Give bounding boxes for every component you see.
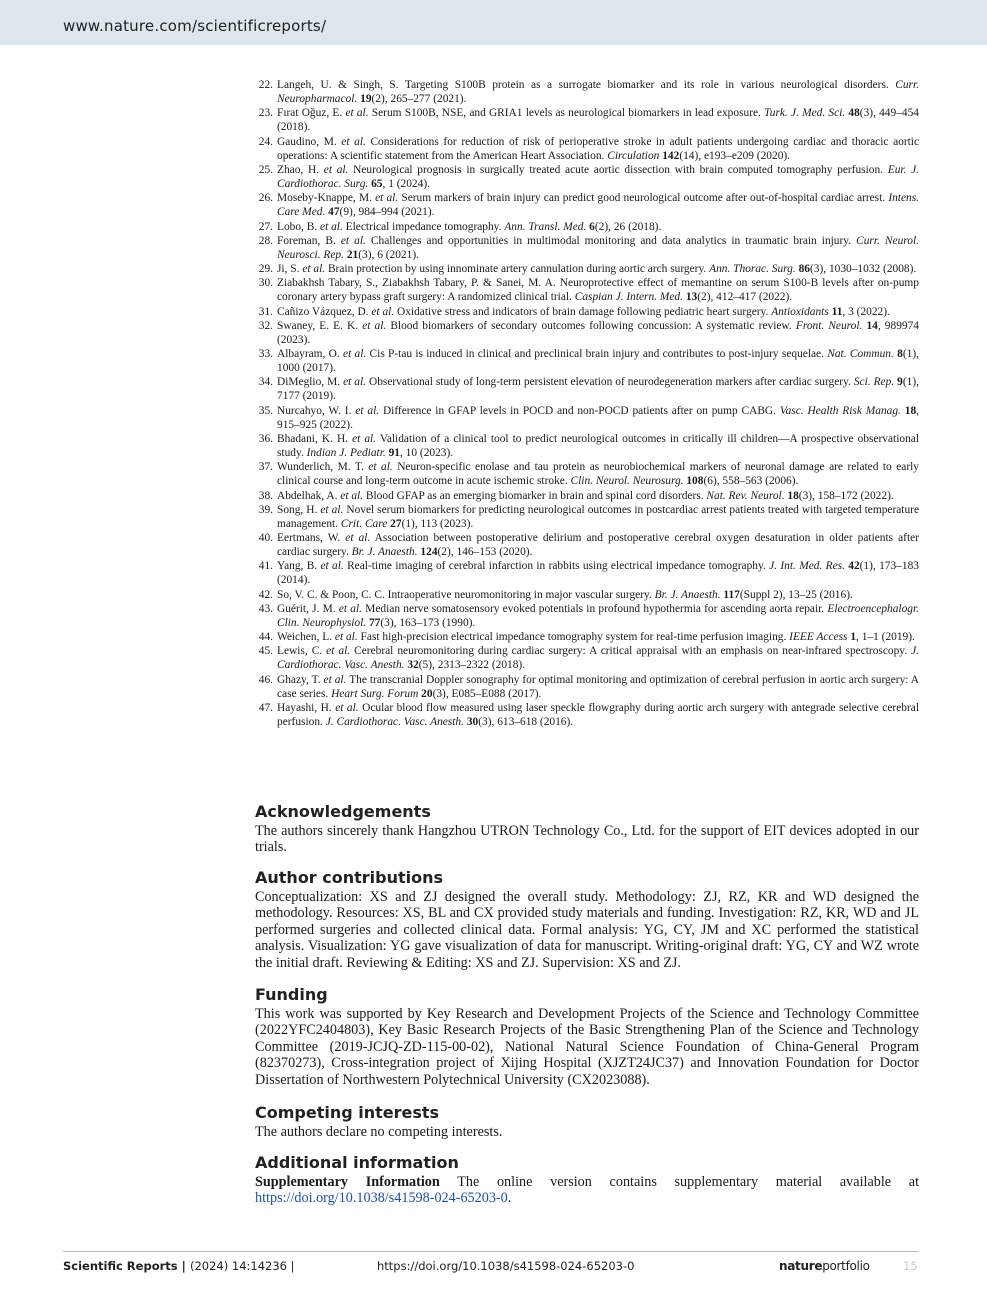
supplementary-text: The online version contains supplementary material available at	[439, 1174, 920, 1190]
reference-number: 38.	[258, 489, 273, 502]
reference-item	[255, 701, 919, 729]
reference-item	[255, 276, 919, 304]
reference-item	[255, 644, 919, 672]
reference-item	[255, 234, 919, 262]
reference-number: 32.	[258, 319, 273, 332]
reference-item	[255, 191, 919, 219]
reference-text: Song, H. et al. Novel serum biomarkers for predicting neurological outcomes in postcardiac arrest patients treated with targeted temperature management. Crit. Care 27(1), 113 (2023).	[277, 503, 920, 530]
reference-item	[255, 404, 919, 432]
reference-text: Ziabakhsh Tabary, S., Ziabakhsh Tabary, P. & Sanei, M. A. Neuroprotective effect of memantine on serum S100-B levels after on-pump coronary artery bypass graft surgery: A randomized clinical trial. Caspian J. Intern. Med. 13(2), 412–417 (2022).	[277, 277, 919, 304]
reference-text: Ghazy, T. et al. The transcranial Doppler sonography for optimal monitoring and optimization of cerebral perfusion in aortic arch surgery: A case series. Heart Surg. Forum 20(3), E085–E088 (2017).	[277, 673, 919, 700]
reference-text: DiMeglio, M. et al. Observational study of long-term persistent elevation of neurodegeneration markers after cardiac surgery. Sci. Rep. 9(1), 7177 (2019).	[277, 376, 919, 403]
reference-text: Gaudino, M. et al. Considerations for reduction of risk of perioperative stroke in adult patients undergoing cardiac and thoracic aortic operations: A scientific statement from the American Heart Association. Circulation 142(14), e193–e209 (2020).	[277, 135, 919, 162]
reference-text: Wunderlich, M. T. et al. Neuron-specific enolase and tau protein as neurobiochemical markers of neuronal damage are related to early clinical course and long-term outcome in acute ischemic stroke. Clin. Neurol. Neurosurg. 108(6), 558–563 (2006).	[277, 461, 919, 488]
acknowledgements-section	[255, 803, 919, 856]
reference-number: 39.	[258, 503, 273, 516]
reference-number: 36.	[258, 432, 273, 445]
reference-item	[255, 347, 919, 375]
reference-item	[255, 432, 919, 460]
acknowledgements-text: The authors sincerely thank Hangzhou UTRON Technology Co., Ltd. for the support of EIT devices adopted in our trials.	[255, 823, 919, 856]
reference-item	[255, 673, 919, 701]
reference-number: 43.	[258, 602, 273, 615]
reference-item	[255, 78, 919, 106]
reference-number: 22.	[258, 79, 273, 91]
reference-number: 34.	[258, 376, 273, 389]
reference-text: Weichen, L. et al. Fast high-precision electrical impedance tomography system for real-time perfusion imaging. IEEE Access 1, 1–1 (2019).	[277, 631, 915, 644]
supplementary-label: Supplementary Information	[255, 1174, 440, 1190]
reference-text: Bhadani, K. H. et al. Validation of a clinical tool to predict neurological outcomes in critically ill children—A prospective observational study. Indian J. Pediatr. 91, 10 (2023).	[277, 432, 919, 460]
logo-nature: nature	[779, 1259, 823, 1273]
reference-number: 37.	[258, 461, 273, 474]
footer-journal-name: Scientific Reports |	[63, 1259, 186, 1273]
reference-text: Fırat Oğuz, E. et al. Serum S100B, NSE, and GRIA1 levels as neurological biomarkers in lead exposure. Turk. J. Med. Sci. 48(3), 449–454 (2018).	[277, 107, 919, 134]
reference-item	[255, 163, 919, 191]
reference-text: Yang, B. et al. Real-time imaging of cerebral infarction in rabbits using electrical impedance tomography. J. Int. Med. Res. 42(1), 173–183 (2014).	[277, 560, 919, 587]
reference-number: 23.	[258, 107, 273, 120]
reference-item	[255, 460, 919, 488]
competing-interests-section	[255, 1104, 919, 1140]
reference-number: 47.	[258, 701, 273, 714]
reference-text: Langeh, U. & Singh, S. Targeting S100B protein as a surrogate biomarker and its role in various neurological disorders. Curr. Neuropharmacol. 19(2), 265–277 (2021).	[277, 79, 919, 106]
footer-volume: (2024) 14:14236 |	[190, 1259, 295, 1273]
supplementary-end: .	[507, 1190, 512, 1207]
reference-item	[255, 630, 919, 644]
reference-item	[255, 602, 919, 630]
reference-item	[255, 262, 919, 276]
nature-portfolio-logo	[779, 1259, 870, 1273]
author-contributions-text: Conceptualization: XS and ZJ designed the overall study. Methodology: ZJ, RZ, KR and WD designed the methodology. Resources: XS, BL and CX provided study materials and funding. Investigation: RZ, KR, WD and JL performed surgeries and collected clinical data. Formal analysis: YG, CY, JM and XC performed the statistical analysis. Visualization: YG gave visualization of data for manuscript. Writing-original draft: YG, CY and WZ wrote the initial draft. Reviewing & Editing: XS and ZJ. Supervision: XS and ZJ.	[255, 889, 919, 971]
reference-number: 25.	[258, 163, 273, 176]
reference-text: Lewis, C. et al. Cerebral neuromonitoring during cardiac surgery: A critical appraisal with an emphasis on near-infrared spectroscopy. J. Cardiothorac. Vasc. Anesth. 32(5), 2313–2322 (2018).	[277, 645, 920, 672]
reference-text: Moseby-Knappe, M. et al. Serum markers of brain injury can predict good neurological outcome after out-of-hospital cardiac arrest. Intens. Care Med. 47(9), 984–994 (2021).	[277, 192, 919, 219]
reference-text: Nurcahyo, W. I. et al. Difference in GFAP levels in POCD and non-POCD patients after on pump CABG. Vasc. Health Risk Manag. 18, 915–925 (2022).	[277, 404, 919, 431]
competing-interests-heading: Competing interests	[255, 1103, 440, 1122]
reference-text: Cañizo Vázquez, D. et al. Oxidative stress and indicators of brain damage following pediatric heart surgery. Antioxidants 11, 3 (2022).	[277, 305, 890, 318]
reference-number: 33.	[258, 347, 273, 360]
page-number: 15	[903, 1259, 918, 1273]
reference-text: Eertmans, W. et al. Association between postoperative delirium and postoperative cerebral oxygen desaturation in older patients after cardiac surgery. Br. J. Anaesth. 124(2), 146–153 (2020).	[277, 532, 919, 559]
reference-item	[255, 319, 919, 347]
reference-text: Lobo, B. et al. Electrical impedance tomography. Ann. Transl. Med. 6(2), 26 (2018).	[277, 220, 662, 233]
author-contributions-section	[255, 869, 919, 971]
reference-number: 26.	[258, 192, 273, 205]
reference-item	[255, 531, 919, 559]
reference-number: 46.	[258, 673, 273, 686]
reference-item	[255, 588, 919, 602]
reference-list	[255, 78, 919, 729]
reference-number: 30.	[258, 277, 273, 290]
author-contributions-heading: Author contributions	[255, 868, 444, 887]
reference-item	[255, 559, 919, 587]
journal-header-bar	[0, 0, 987, 45]
reference-text: So, V. C. & Poon, C. C. Intraoperative neuromonitoring in major vascular surgery. Br. J. Anaesth. 117(Suppl 2), 13–25 (2016).	[277, 588, 853, 601]
additional-information-text	[255, 1174, 919, 1207]
reference-item	[255, 375, 919, 403]
reference-text: Foreman, B. et al. Challenges and opportunities in multimodal monitoring and data analytics in traumatic brain injury. Curr. Neurol. Neurosci. Rep. 21(3), 6 (2021).	[277, 234, 919, 261]
reference-item	[255, 305, 919, 319]
reference-number: 45.	[258, 645, 273, 658]
reference-text: Zhao, H. et al. Neurological prognosis in surgically treated acute aortic dissection with brain computed tomography perfusion. Eur. J. Cardiothorac. Surg. 65, 1 (2024).	[277, 163, 920, 191]
reference-text: Albayram, O. et al. Cis P-tau is induced in clinical and preclinical brain injury and contributes to post-injury sequelae. Nat. Commun. 8(1), 1000 (2017).	[277, 347, 919, 375]
journal-url: www.nature.com/scientificreports/	[63, 17, 327, 35]
reference-item	[255, 489, 919, 503]
reference-number: 41.	[258, 560, 273, 573]
reference-text: Guérit, J. M. et al. Median nerve somatosensory evoked potentials in profound hypothermia for ascending aorta repair. Electroencephalogr. Clin. Neurophysiol. 77(3), 163–173 (1990).	[277, 602, 919, 629]
acknowledgements-heading: Acknowledgements	[255, 802, 431, 821]
reference-number: 27.	[258, 220, 273, 233]
reference-text: Swaney, E. E. K. et al. Blood biomarkers of secondary outcomes following concussion: A systematic review. Front. Neurol. 14, 989974 (2023).	[277, 319, 919, 346]
reference-number: 29.	[258, 263, 273, 276]
supplementary-doi-link[interactable]: https://doi.org/10.1038/s41598-024-65203-0	[255, 1190, 508, 1207]
reference-item	[255, 106, 919, 134]
reference-item	[255, 135, 919, 163]
competing-interests-text: The authors declare no competing interests.	[255, 1124, 503, 1140]
funding-heading: Funding	[255, 985, 328, 1004]
funding-text: This work was supported by Key Research and Development Projects of the Science and Technology Committee (2022YFC2404803), Key Basic Research Projects of the Basic Strengthening Plan of the Science and Technology Committee (2019-JCJQ-ZD-115-00-02), National Natural Science Foundation of China-General Program (82370273), Cross-integration project of Xijing Hospital (XJZT24JC37) and Innovation Foundation for Doctor Dissertation of Northwestern Polytechnical University (CX2023088).	[255, 1006, 919, 1088]
reference-number: 40.	[258, 532, 273, 544]
additional-information-heading: Additional information	[255, 1153, 459, 1172]
reference-number: 28.	[258, 234, 273, 247]
reference-item	[255, 220, 919, 234]
footer-divider	[63, 1251, 919, 1252]
reference-number: 42.	[258, 588, 273, 601]
reference-text: Hayashi, H. et al. Ocular blood flow measured using laser speckle flowgraphy during aortic arch surgery with antegrade selective cerebral perfusion. J. Cardiothorac. Vasc. Anesth. 30(3), 613–618 (2016).	[277, 701, 919, 729]
additional-information-section	[255, 1154, 919, 1207]
footer-doi: https://doi.org/10.1038/s41598-024-65203-0	[377, 1259, 635, 1273]
funding-section	[255, 986, 919, 1088]
reference-text: Ji, S. et al. Brain protection by using innominate artery cannulation during aortic arch surgery. Ann. Thorac. Surg. 86(3), 1030–1032 (2008).	[277, 263, 917, 276]
reference-text: Abdelhak, A. et al. Blood GFAP as an emerging biomarker in brain and spinal cord disorders. Nat. Rev. Neurol. 18(3), 158–172 (2022).	[277, 489, 894, 502]
reference-number: 31.	[258, 305, 273, 318]
reference-number: 44.	[258, 631, 273, 644]
reference-number: 35.	[258, 404, 273, 417]
logo-portfolio: portfolio	[822, 1259, 870, 1273]
reference-number: 24.	[258, 135, 273, 148]
reference-item	[255, 503, 919, 531]
